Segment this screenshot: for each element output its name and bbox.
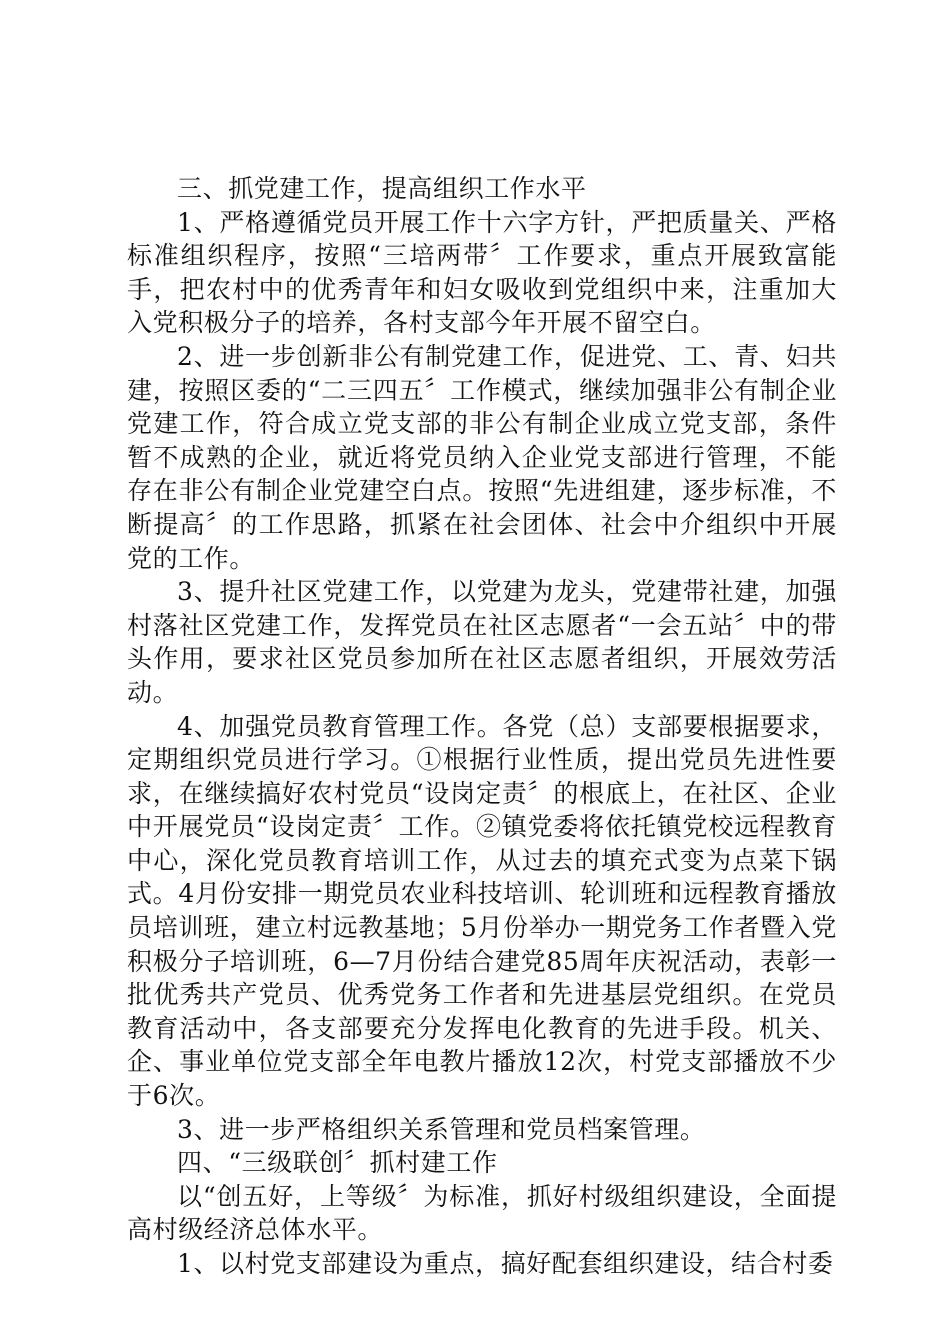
paragraph-intro: 以“创五好，上等级〞为标准，抓好村级组织建设，全面提高村级经济总体水平。 [127,1181,837,1245]
paragraph-item-1: 1、严格遵循党员开展工作十六字方针，严把质量关、严格标准组织程序，按照“三培两带〞工作要求，重点开展致富能手，把农村中的优秀青年和妇女吸收到党组织中来，注重加大入党积极分子的培养，各村支部今年开展不留空白。 [127,207,837,338]
section-heading-village-building: 四、“三级联创〞抓村建工作 [177,1148,498,1178]
section-heading-party-building: 三、抓党建工作，提高组织工作水平 [177,174,587,203]
paragraph-item-4: 4、加强党员教育管理工作。各党（总）支部要根据要求，定期组织党员进行学习。①根据行业性质，提出党员先进性要求，在继续搞好农村党员“设岗定责〞的根底上，在社区、企业中开展党员“设岗定责〞工作。②镇党委将依托镇党校远程教育中心，深化党员教育培训工作，从过去的填充式变为点菜下锅式。4月份安排一期党员农业科技培训、轮训班和远程教育播放员培训班，建立村远教基地；5月份举办一期党务工作者暨入党积极分子培训班，6—7月份结合建党85周年庆祝活动，表彰一批优秀共产党员、优秀党务工作者和先进基层党组织。在党员教育活动中，各支部要充分发挥电化教育的先进手段。机关、企、事业单位党支部全年电教片播放12次，村党支部播放不少于6次。 [127,711,837,1111]
paragraph-item-1b: 1、以村党支部建设为重点，搞好配套组织建设，结合村委 [177,1249,834,1278]
paragraph-item-3b: 3、进一步严格组织关系管理和党员档案管理。 [177,1114,706,1144]
paragraph-item-2: 2、进一步创新非公有制党建工作，促进党、工、青、妇共建，按照区委的“二三四五〞工作模式，继续加强非公有制企业党建工作，符合成立党支部的非公有制企业成立党支部，条件暂不成熟的企业，就近将党员纳入企业党支部进行管理，不能存在非公有制企业党建空白点。按照“先进组建，逐步标准，不断提高〞的工作思路，抓紧在社会团体、社会中介组织中开展党的工作。 [127,341,837,573]
document-body [127,172,837,1281]
paragraph-item-3: 3、提升社区党建工作，以党建为龙头，党建带社建，加强村落社区党建工作，发挥党员在社区志愿者“一会五站〞中的带头作用，要求社区党员参加所在社区志愿者组织，开展效劳活动。 [127,577,837,707]
